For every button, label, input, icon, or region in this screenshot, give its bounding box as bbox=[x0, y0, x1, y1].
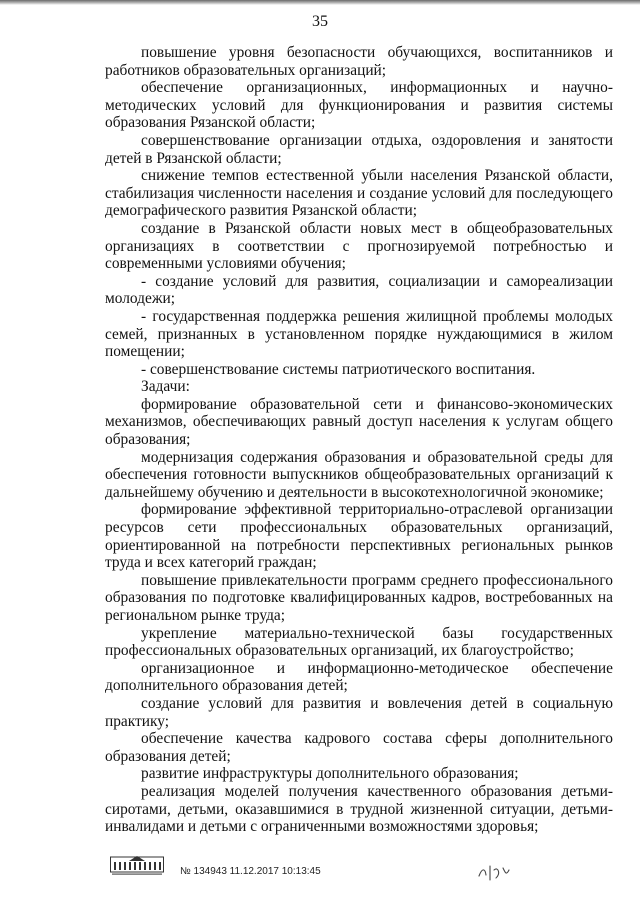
paragraph: формирование образовательной сети и финансово-экономических механизмов, обеспечивающих равный доступ населения к услугам общего образования; bbox=[105, 395, 613, 449]
document-registration-info: № 134943 11.12.2017 10:13:45 bbox=[180, 866, 321, 877]
scan-top-edge bbox=[0, 0, 640, 5]
paragraph: формирование эффективной территориально-отраслевой организации ресурсов сети профессиональных образовательных организаций, ориентированной на потребности перспективных региональных рынков труда и всех категорий граждан; bbox=[105, 501, 613, 572]
paragraph: совершенствование организации отдыха, оздоровления и занятости детей в Рязанской области; bbox=[105, 131, 613, 167]
government-building-stamp-icon bbox=[110, 855, 164, 877]
paragraph: - совершенствование системы патриотического воспитания. bbox=[141, 360, 536, 378]
paragraph: реализация моделей получения качественного образования детьми-сиротами, детьми, оказавшимися в трудной жизненной ситуации, детьми-инвалидами и детьми с ограниченными возможностями здоровья; bbox=[105, 782, 613, 836]
paragraph: повышение привлекательности программ среднего профессионального образования по подготовке квалифицированных кадров, востребованных на региональном рынке труда; bbox=[105, 571, 613, 624]
paragraph: обеспечение организационных, информационных и научно-методических условий для функционирования и развития системы образования Рязанской области; bbox=[105, 79, 613, 132]
handwritten-signature bbox=[476, 858, 526, 884]
paragraph: - создание условий для развития, социализации и самореализации молодежи; bbox=[105, 272, 613, 308]
paragraph: организационное и информационно-методическое обеспечение дополнительного образования детей; bbox=[105, 659, 613, 695]
paragraph: повышение уровня безопасности обучающихся, воспитанников и работников образовательных организаций; bbox=[105, 44, 613, 79]
paragraph: снижение темпов естественной убыли населения Рязанской области, стабилизация численности населения и создание условий для последующего демографического развития Рязанской области; bbox=[105, 167, 613, 220]
section-heading-tasks: Задачи: bbox=[141, 378, 190, 396]
paragraph: модернизация содержания образования и образовательной среды для обеспечения готовности выпускников общеобразовательных организаций к дальнейшему обучению и деятельности в высокотехнологичной экономике; bbox=[105, 448, 613, 501]
paragraph: - государственная поддержка решения жилищной проблемы молодых семей, признанных в установленном порядке нуждающимися в жилом помещении; bbox=[105, 307, 613, 361]
page-number: 35 bbox=[312, 13, 328, 30]
paragraph: укрепление материально-технической базы государственных профессиональных образовательных организаций, их благоустройство; bbox=[105, 624, 613, 660]
paragraph: создание в Рязанской области новых мест в общеобразовательных организациях в соответствии с прогнозируемой потребностью и современными условиями обучения; bbox=[105, 219, 613, 273]
paragraph: развитие инфраструктуры дополнительного образования; bbox=[141, 765, 519, 783]
paragraph: обеспечение качества кадрового состава сферы дополнительного образования детей; bbox=[105, 730, 613, 765]
paragraph: создание условий для развития и вовлечения детей в социальную практику; bbox=[105, 694, 613, 730]
document-body bbox=[105, 44, 613, 836]
